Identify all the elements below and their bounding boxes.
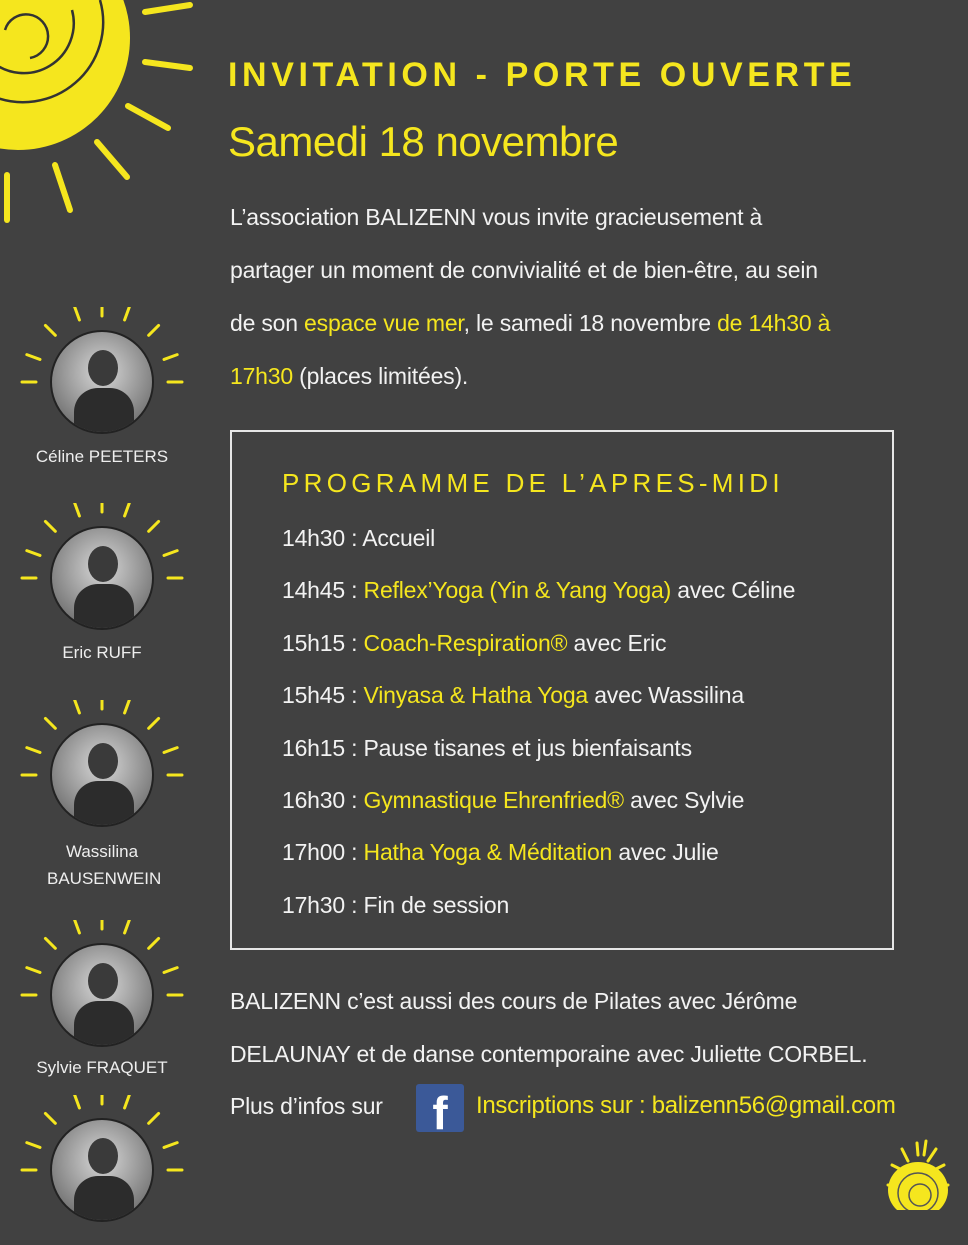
programme-item (282, 735, 692, 762)
details: avec Eric (567, 630, 667, 656)
highlight: 17h30 (230, 363, 293, 389)
programme-title: PROGRAMME DE L’APRES-MIDI (282, 468, 784, 498)
time: 16h15 : (282, 735, 364, 761)
programme-item (282, 525, 435, 552)
teacher-photo (50, 943, 154, 1047)
teacher-photo (50, 723, 154, 827)
activity: Hatha Yoga & Méditation (363, 839, 613, 865)
activity: Gymnastique Ehrenfried® (363, 787, 624, 813)
more-info-text: Plus d’infos sur (230, 1093, 383, 1119)
small-sun-icon (840, 1135, 968, 1210)
teacher-photo (50, 1118, 154, 1222)
highlight: de 14h30 à (717, 310, 831, 336)
teacher-name: Eric RUFF (62, 643, 142, 662)
activity: Reflex’Yoga (Yin & Yang Yoga) (363, 577, 672, 603)
intro-line (230, 363, 468, 390)
text: de son (230, 310, 305, 336)
time: 16h30 : (282, 787, 364, 813)
details: avec Wassilina (588, 682, 744, 708)
signup-email-link[interactable]: Inscriptions sur : balizenn56@gmail.com (476, 1092, 896, 1119)
invitation-title: INVITATION - PORTE OUVERTE (228, 56, 857, 94)
teacher-photo (50, 526, 154, 630)
time: 17h30 : (282, 892, 364, 918)
details: Pause tisanes et jus bienfaisants (363, 735, 692, 761)
activity: Coach-Respiration® (363, 630, 568, 656)
details: Fin de session (363, 892, 510, 918)
details: avec Céline (671, 577, 796, 603)
sun-logo-icon (0, 0, 200, 230)
programme-item (282, 892, 509, 919)
highlight: espace vue mer (304, 310, 464, 336)
programme-item (282, 682, 744, 709)
footer-line: DELAUNAY et de danse contemporaine avec Juliette CORBEL. (230, 1041, 868, 1067)
time: 17h00 : (282, 839, 364, 865)
details: avec Julie (612, 839, 719, 865)
footer-line: BALIZENN c’est aussi des cours de Pilates avec Jérôme (230, 988, 798, 1014)
intro-line: partager un moment de convivialité et de bien-être, au sein (230, 257, 818, 283)
facebook-icon[interactable]: f (416, 1084, 464, 1132)
teacher-photo (50, 330, 154, 434)
teacher-name: Wassilina BAUSENWEIN (47, 842, 162, 888)
time: 14h45 : (282, 577, 364, 603)
intro-line (230, 310, 830, 337)
time: 15h45 : (282, 682, 364, 708)
programme-item (282, 630, 666, 657)
event-date: Samedi 18 novembre (228, 118, 619, 165)
intro-line: L’association BALIZENN vous invite gracieusement à (230, 204, 763, 230)
programme-item (282, 787, 744, 814)
programme-item (282, 839, 719, 866)
details: Accueil (362, 525, 436, 551)
text: , le samedi 18 novembre (463, 310, 718, 336)
time: 15h15 : (282, 630, 364, 656)
teacher-name: Sylvie FRAQUET (36, 1058, 168, 1077)
text: (places limitées). (292, 363, 469, 389)
teacher-name: Céline PEETERS (35, 447, 169, 466)
time: 14h30 : (282, 525, 363, 551)
programme-item (282, 577, 795, 604)
details: avec Sylvie (623, 787, 745, 813)
activity: Vinyasa & Hatha Yoga (363, 682, 589, 708)
